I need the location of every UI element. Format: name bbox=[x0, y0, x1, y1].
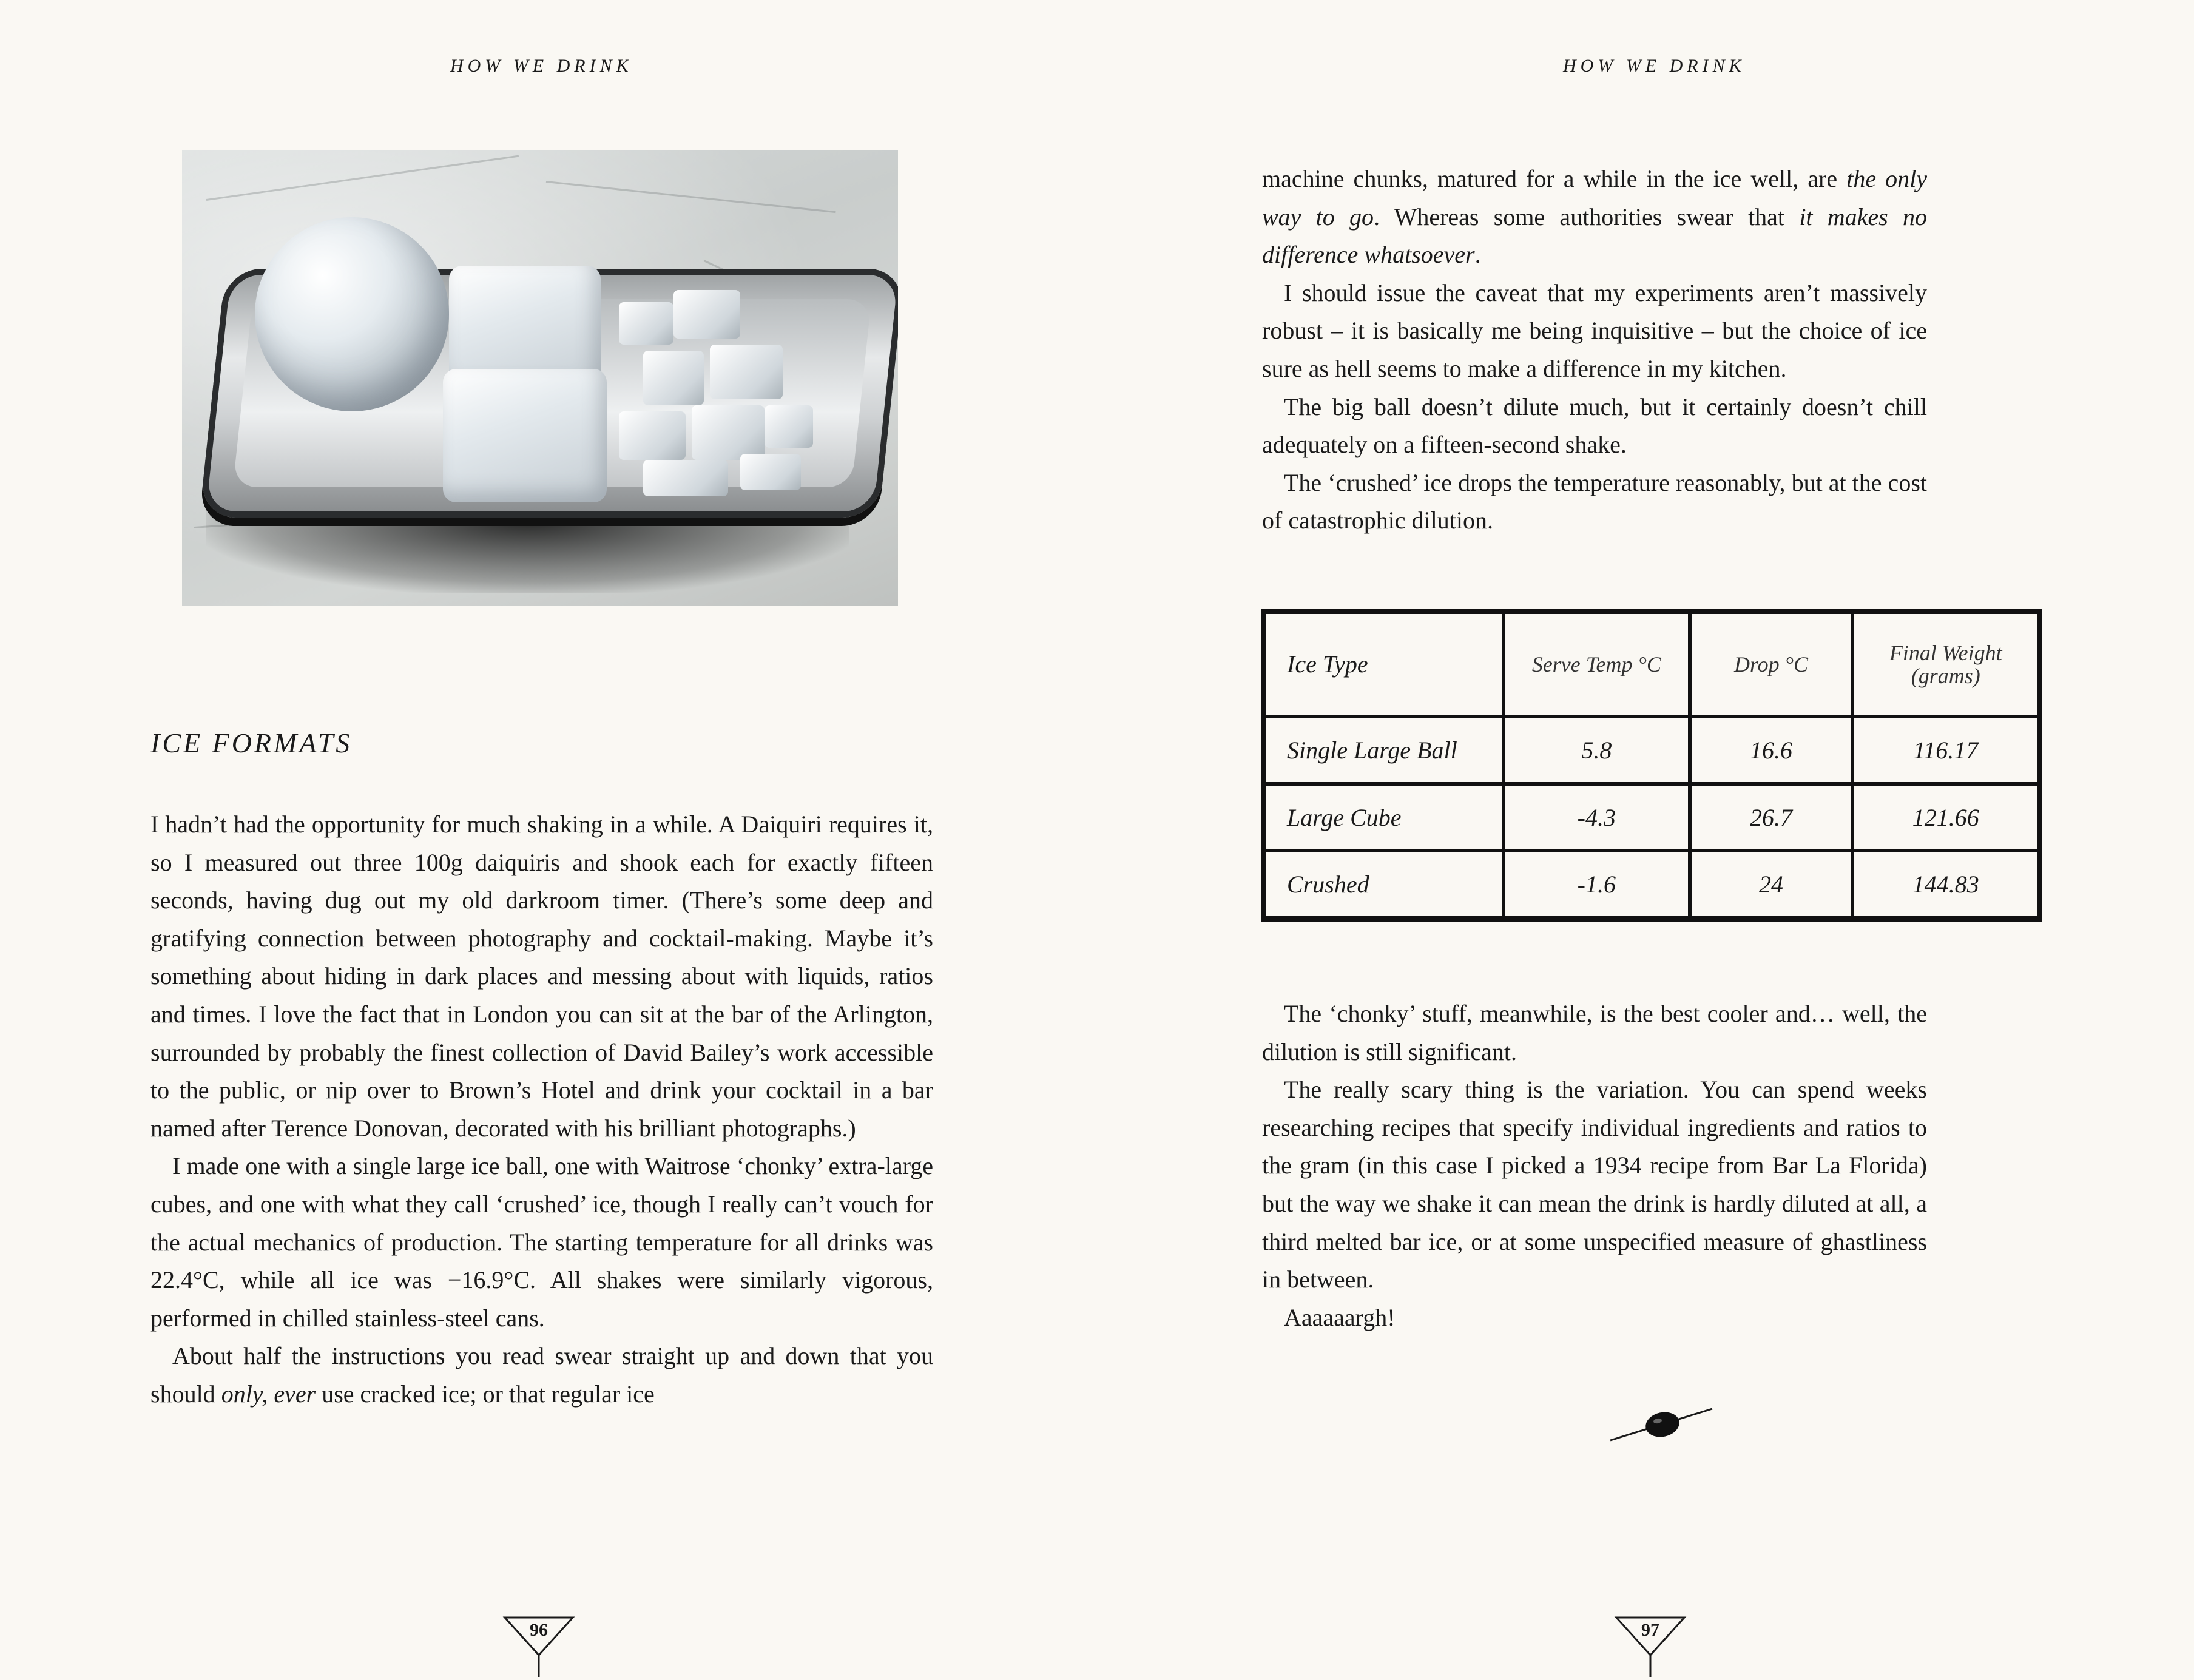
paragraph: Aaaaaargh! bbox=[1284, 1303, 1396, 1331]
paragraph: I hadn’t had the opportunity for much shaking in a while. A Daiquiri requires it, so I measured out three 100g daiquiris and shook each for exactly fifteen seconds, having dug out my old darkroom timer. (There’s some deep and gratifying connection between photography and cocktail-making. Maybe it’s something about hiding in dark places and messing about with liquids, ratios and times. I love the fact that in London you can sit at the bar of the Arlington, surrounded by probably the finest collection of David Bailey’s work accessible to the public, or nip over to Brown’s Hotel and drink your cocktail in a bar named after Terence Donovan, decorated with his brilliant photographs.) bbox=[150, 811, 933, 1142]
paragraph: machine chunks, matured for a while in the ice well, are the only way to go. Whereas some authorities swear that it makes no difference whatsoever. bbox=[1262, 165, 1928, 269]
header-cell: Drop °C bbox=[1692, 614, 1851, 715]
right-body-text-bottom bbox=[1262, 995, 1927, 1337]
running-head: HOW WE DRINK bbox=[1563, 56, 1746, 76]
table-row bbox=[1266, 786, 2037, 849]
olive-on-pick-icon bbox=[1607, 1406, 1716, 1443]
ice-results-table bbox=[1261, 609, 2042, 922]
page-number: 96 bbox=[530, 1620, 548, 1640]
paragraph: The big ball doesn’t dilute much, but it certainly doesn’t chill adequately on a fifteen-second shake. bbox=[1262, 393, 1927, 459]
paragraph: I made one with a single large ice ball, one with Waitrose ‘chonky’ extra-large cubes, and one with what they call ‘crushed’ ice, though I really can’t vouch for the actual mechanics of production. The starting temperature for all drinks was 22.4°C, while all ice was −16.9°C. All shakes were similarly vigorous, performed in chilled stainless-steel cans. bbox=[150, 1152, 933, 1332]
table-cell: Crushed bbox=[1266, 852, 1502, 916]
paragraph: The really scary thing is the variation. You can spend weeks researching recipes that specify individual ingredients and ratios to the gram (in this case I picked a 1934 recipe from Bar La Florida) but the way we shake it can mean the drink is hardly diluted at all, a third melted bar ice, or at some unspecified measure of ghastliness in between. bbox=[1262, 1076, 1927, 1294]
paragraph: The ‘crushed’ ice drops the temperature reasonably, but at the cost of catastrophic dilution. bbox=[1262, 468, 1927, 535]
page-number: 97 bbox=[1641, 1620, 1659, 1640]
table-cell: 16.6 bbox=[1692, 718, 1851, 782]
table-cell: 121.66 bbox=[1854, 786, 2037, 849]
table-header-row bbox=[1266, 614, 2037, 715]
table-cell: -1.6 bbox=[1505, 852, 1687, 916]
running-head: HOW WE DRINK bbox=[450, 56, 633, 76]
right-body-text-top bbox=[1262, 160, 1927, 540]
table-cell: -4.3 bbox=[1505, 786, 1687, 849]
header-cell: Final Weight (grams) bbox=[1854, 614, 2037, 715]
right-page bbox=[1097, 0, 2194, 1677]
table-cell: 24 bbox=[1692, 852, 1851, 916]
ice-tray-photo bbox=[182, 150, 898, 606]
table-row bbox=[1266, 852, 2037, 916]
left-body-text bbox=[150, 806, 933, 1414]
table-cell: Large Cube bbox=[1266, 786, 1502, 849]
table-cell: 116.17 bbox=[1854, 718, 2037, 782]
table-row bbox=[1266, 718, 2037, 782]
page-number-glass bbox=[1614, 1615, 1687, 1677]
left-page bbox=[0, 0, 1097, 1677]
page-number-glass bbox=[502, 1615, 575, 1677]
header-cell: Serve Temp °C bbox=[1505, 614, 1687, 715]
table-cell: Single Large Ball bbox=[1266, 718, 1502, 782]
table-cell: 26.7 bbox=[1692, 786, 1851, 849]
paragraph: The ‘chonky’ stuff, meanwhile, is the best cooler and… well, the dilution is still significant. bbox=[1262, 1000, 1927, 1065]
paragraph: About half the instructions you read swear straight up and down that you should only, ever use cracked ice; or that regular ice bbox=[150, 1342, 933, 1408]
header-cell: Ice Type bbox=[1266, 614, 1502, 715]
table-cell: 5.8 bbox=[1505, 718, 1687, 782]
table-cell: 144.83 bbox=[1854, 852, 2037, 916]
section-title: ICE FORMATS bbox=[150, 727, 353, 758]
paragraph: I should issue the caveat that my experiments aren’t massively robust – it is basically me being inquisitive – but the choice of ice sure as hell seems to make a difference in my kitchen. bbox=[1262, 278, 1927, 382]
